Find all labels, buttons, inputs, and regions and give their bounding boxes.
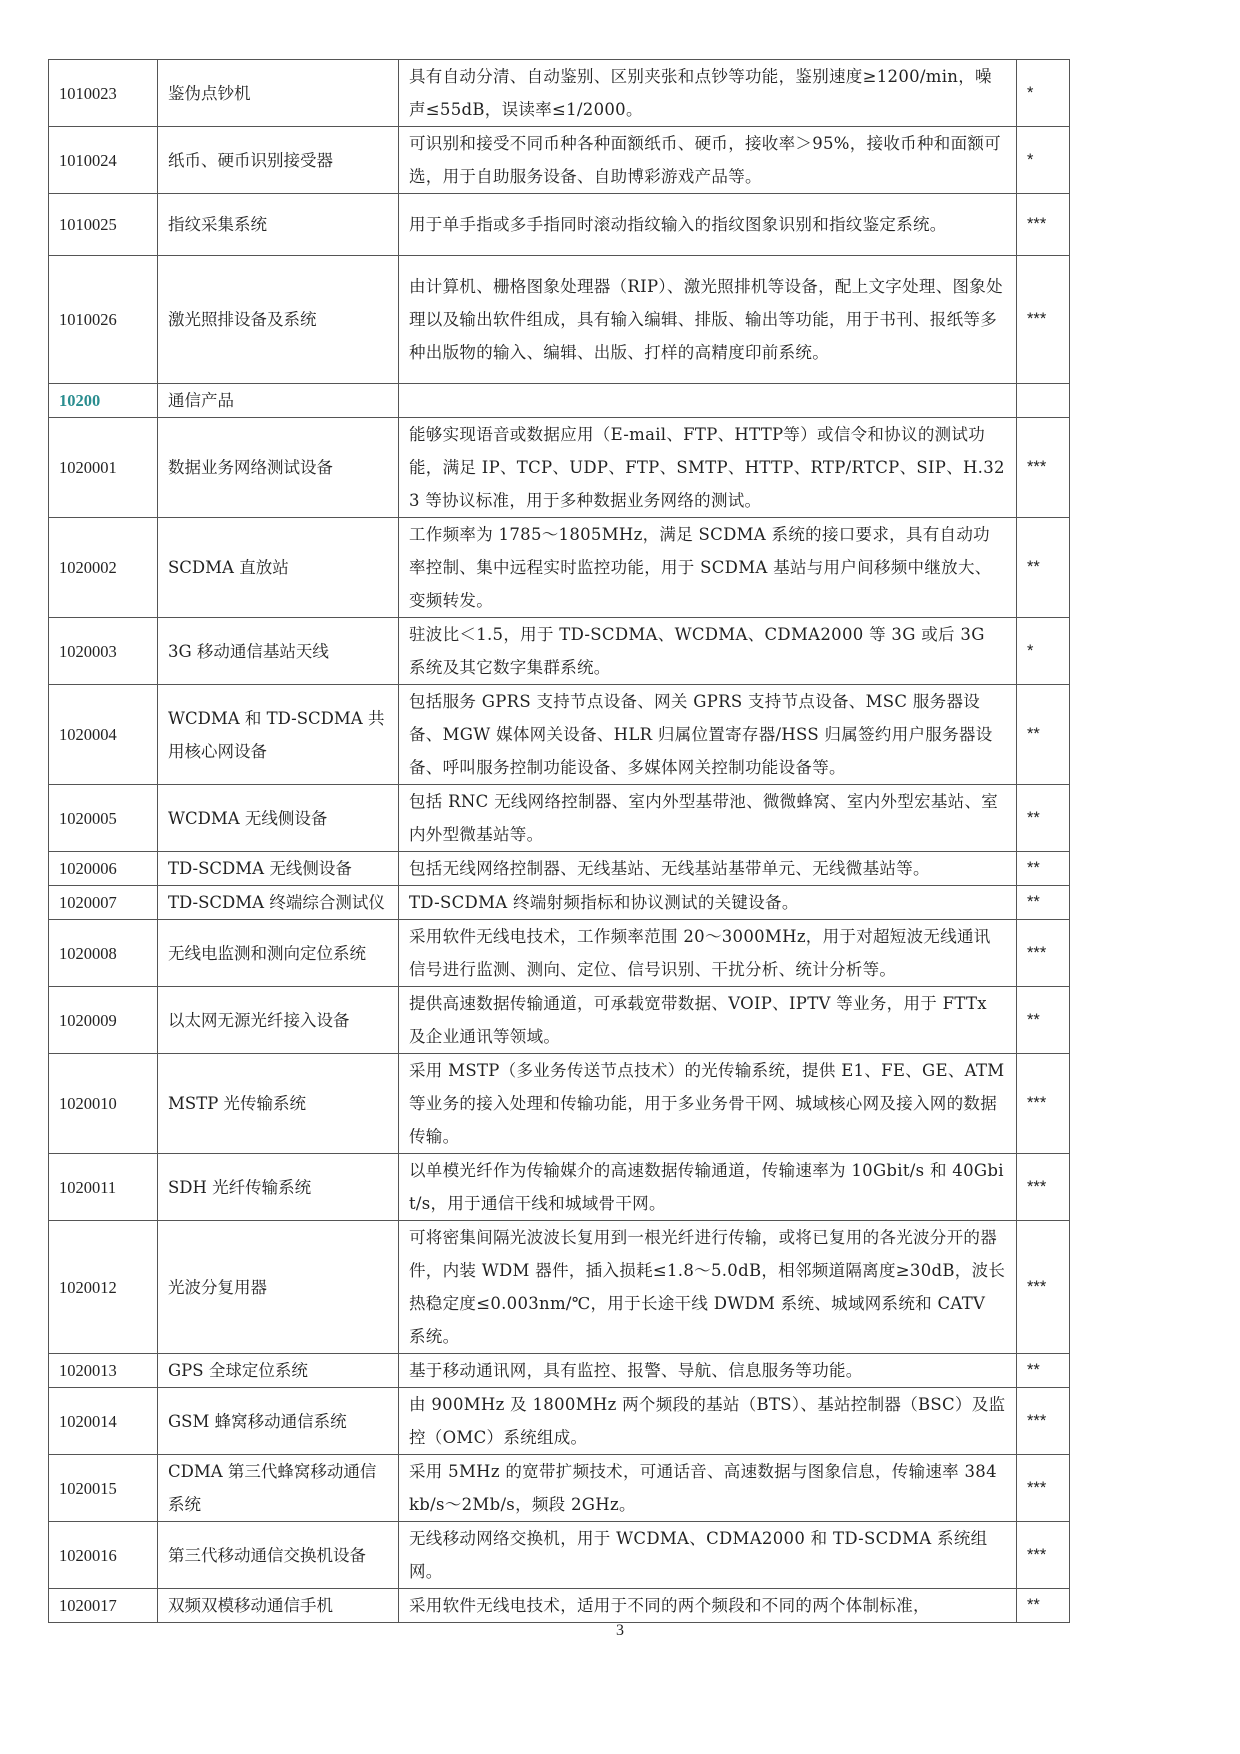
table-row [49, 685, 1070, 785]
description-cell: 可识别和接受不同币种各种面额纸币、硬币，接收率＞95%，接收币种和面额可选，用于自助服务设备、自助博彩游戏产品等。 [399, 127, 1017, 194]
rating-cell [1017, 384, 1070, 418]
description-cell: 用于单手指或多手指同时滚动指纹输入的指纹图象识别和指纹鉴定系统。 [399, 194, 1017, 256]
product-code-cell: 1020016 [49, 1522, 158, 1589]
description-cell: 采用 MSTP（多业务传送节点技术）的光传输系统，提供 E1、FE、GE、ATM 等业务的接入处理和传输功能，用于多业务骨干网、城域核心网及接入网的数据传输。 [399, 1054, 1017, 1154]
product-name-cell: 第三代移动通信交换机设备 [158, 1522, 399, 1589]
table-body [49, 60, 1070, 1623]
rating-cell: * [1017, 127, 1070, 194]
product-name-cell: TD-SCDMA 终端综合测试仪 [158, 886, 399, 920]
description-cell: 包括 RNC 无线网络控制器、室内外型基带池、微微蜂窝、室内外型宏基站、室内外型微基站等。 [399, 785, 1017, 852]
rating-cell: *** [1017, 256, 1070, 384]
product-name-cell: 指纹采集系统 [158, 194, 399, 256]
rating-cell: *** [1017, 920, 1070, 987]
product-catalog-table [48, 59, 1070, 1623]
product-name-cell: TD-SCDMA 无线侧设备 [158, 852, 399, 886]
description-cell: 采用 5MHz 的宽带扩频技术，可通话音、高速数据与图象信息，传输速率 384kb/s～2Mb/s，频段 2GHz。 [399, 1455, 1017, 1522]
rating-cell: ** [1017, 785, 1070, 852]
table-row [49, 1455, 1070, 1522]
product-code-cell: 1020007 [49, 886, 158, 920]
table-row [49, 60, 1070, 127]
product-name-cell: MSTP 光传输系统 [158, 1054, 399, 1154]
rating-cell: *** [1017, 1054, 1070, 1154]
rating-cell: *** [1017, 194, 1070, 256]
product-code-cell: 1020014 [49, 1388, 158, 1455]
product-code-cell: 1010026 [49, 256, 158, 384]
product-code-cell: 1020001 [49, 418, 158, 518]
product-name-cell: 通信产品 [158, 384, 399, 418]
table-row [49, 1354, 1070, 1388]
product-name-cell: GSM 蜂窝移动通信系统 [158, 1388, 399, 1455]
table-row [49, 618, 1070, 685]
description-cell: 能够实现语音或数据应用（E-mail、FTP、HTTP等）或信令和协议的测试功能，满足 IP、TCP、UDP、FTP、SMTP、HTTP、RTP/RTCP、SIP、H.323 等协议标准，用于多种数据业务网络的测试。 [399, 418, 1017, 518]
description-cell: 由计算机、栅格图象处理器（RIP）、激光照排机等设备，配上文字处理、图象处理以及输出软件组成，具有输入编辑、排版、输出等功能，用于书刊、报纸等多种出版物的输入、编辑、出版、打样的高精度印前系统。 [399, 256, 1017, 384]
rating-cell: ** [1017, 1589, 1070, 1623]
description-cell: 采用软件无线电技术，适用于不同的两个频段和不同的两个体制标准， [399, 1589, 1017, 1623]
product-name-cell: GPS 全球定位系统 [158, 1354, 399, 1388]
rating-cell: *** [1017, 1221, 1070, 1354]
description-cell: 由 900MHz 及 1800MHz 两个频段的基站（BTS）、基站控制器（BSC）及监控（OMC）系统组成。 [399, 1388, 1017, 1455]
table-row [49, 194, 1070, 256]
product-name-cell: SCDMA 直放站 [158, 518, 399, 618]
product-code-cell: 1020015 [49, 1455, 158, 1522]
rating-cell: ** [1017, 987, 1070, 1054]
product-name-cell: WCDMA 无线侧设备 [158, 785, 399, 852]
product-name-cell: 光波分复用器 [158, 1221, 399, 1354]
page-number: 3 [616, 1622, 624, 1639]
rating-cell: ** [1017, 518, 1070, 618]
product-name-cell: 双频双模移动通信手机 [158, 1589, 399, 1623]
rating-cell: ** [1017, 886, 1070, 920]
product-code-cell: 1020008 [49, 920, 158, 987]
product-code-cell: 1010025 [49, 194, 158, 256]
table-row [49, 1522, 1070, 1589]
product-code-cell: 1020009 [49, 987, 158, 1054]
rating-cell: *** [1017, 1388, 1070, 1455]
table-row [49, 852, 1070, 886]
section-header-row [49, 384, 1070, 418]
product-name-cell: WCDMA 和 TD-SCDMA 共用核心网设备 [158, 685, 399, 785]
product-code-cell: 1010023 [49, 60, 158, 127]
product-name-cell: 无线电监测和测向定位系统 [158, 920, 399, 987]
rating-cell: ** [1017, 685, 1070, 785]
description-cell [399, 384, 1017, 418]
table-row [49, 1154, 1070, 1221]
product-code-cell: 1020011 [49, 1154, 158, 1221]
product-code-cell: 1020005 [49, 785, 158, 852]
description-cell: 包括服务 GPRS 支持节点设备、网关 GPRS 支持节点设备、MSC 服务器设备、MGW 媒体网关设备、HLR 归属位置寄存器/HSS 归属签约用户服务器设备、呼叫服务控制功能设备、多媒体网关控制功能设备等。 [399, 685, 1017, 785]
table-row [49, 920, 1070, 987]
product-name-cell: 数据业务网络测试设备 [158, 418, 399, 518]
product-code-cell: 1020003 [49, 618, 158, 685]
rating-cell: ** [1017, 852, 1070, 886]
document-page [48, 59, 1069, 1623]
description-cell: 提供高速数据传输通道，可承载宽带数据、VOIP、IPTV 等业务，用于 FTTx 及企业通讯等领域。 [399, 987, 1017, 1054]
product-name-cell: 3G 移动通信基站天线 [158, 618, 399, 685]
rating-cell: * [1017, 60, 1070, 127]
description-cell: TD-SCDMA 终端射频指标和协议测试的关键设备。 [399, 886, 1017, 920]
rating-cell: *** [1017, 418, 1070, 518]
product-name-cell: 激光照排设备及系统 [158, 256, 399, 384]
product-code-cell: 1020013 [49, 1354, 158, 1388]
table-row [49, 127, 1070, 194]
table-row [49, 1221, 1070, 1354]
description-cell: 基于移动通讯网，具有监控、报警、导航、信息服务等功能。 [399, 1354, 1017, 1388]
rating-cell: *** [1017, 1154, 1070, 1221]
product-code-cell: 1010024 [49, 127, 158, 194]
table-row [49, 987, 1070, 1054]
product-name-cell: 纸币、硬币识别接受器 [158, 127, 399, 194]
product-code-cell: 1020002 [49, 518, 158, 618]
table-row [49, 418, 1070, 518]
table-row [49, 886, 1070, 920]
rating-cell: *** [1017, 1455, 1070, 1522]
description-cell: 具有自动分清、自动鉴别、区别夹张和点钞等功能，鉴别速度≥1200/min，噪声≤55dB，误读率≤1/2000。 [399, 60, 1017, 127]
product-name-cell: 以太网无源光纤接入设备 [158, 987, 399, 1054]
table-row [49, 256, 1070, 384]
table-row [49, 518, 1070, 618]
product-code-cell: 1020012 [49, 1221, 158, 1354]
table-row [49, 1388, 1070, 1455]
rating-cell: *** [1017, 1522, 1070, 1589]
description-cell: 可将密集间隔光波波长复用到一根光纤进行传输，或将已复用的各光波分开的器件，内装 WDM 器件，插入损耗≤1.8～5.0dB，相邻频道隔离度≥30dB，波长热稳定度≤0.003nm/℃，用于长途干线 DWDM 系统、城域网系统和 CATV 系统。 [399, 1221, 1017, 1354]
product-code-cell: 1020004 [49, 685, 158, 785]
table-row [49, 785, 1070, 852]
description-cell: 驻波比＜1.5，用于 TD-SCDMA、WCDMA、CDMA2000 等 3G 或后 3G 系统及其它数字集群系统。 [399, 618, 1017, 685]
product-name-cell: SDH 光纤传输系统 [158, 1154, 399, 1221]
table-row [49, 1054, 1070, 1154]
product-name-cell: CDMA 第三代蜂窝移动通信系统 [158, 1455, 399, 1522]
description-cell: 采用软件无线电技术，工作频率范围 20～3000MHz，用于对超短波无线通讯信号进行监测、测向、定位、信号识别、干扰分析、统计分析等。 [399, 920, 1017, 987]
product-code-cell: 1020017 [49, 1589, 158, 1623]
description-cell: 工作频率为 1785～1805MHz，满足 SCDMA 系统的接口要求，具有自动功率控制、集中远程实时监控功能，用于 SCDMA 基站与用户间移频中继放大、变频转发。 [399, 518, 1017, 618]
product-code-cell: 1020010 [49, 1054, 158, 1154]
table-row [49, 1589, 1070, 1623]
description-cell: 以单模光纤作为传输媒介的高速数据传输通道，传输速率为 10Gbit/s 和 40Gbit/s，用于通信干线和城域骨干网。 [399, 1154, 1017, 1221]
description-cell: 包括无线网络控制器、无线基站、无线基站基带单元、无线微基站等。 [399, 852, 1017, 886]
product-name-cell: 鉴伪点钞机 [158, 60, 399, 127]
product-code-cell: 10200 [49, 384, 158, 418]
rating-cell: ** [1017, 1354, 1070, 1388]
rating-cell: * [1017, 618, 1070, 685]
description-cell: 无线移动网络交换机，用于 WCDMA、CDMA2000 和 TD-SCDMA 系统组网。 [399, 1522, 1017, 1589]
product-code-cell: 1020006 [49, 852, 158, 886]
